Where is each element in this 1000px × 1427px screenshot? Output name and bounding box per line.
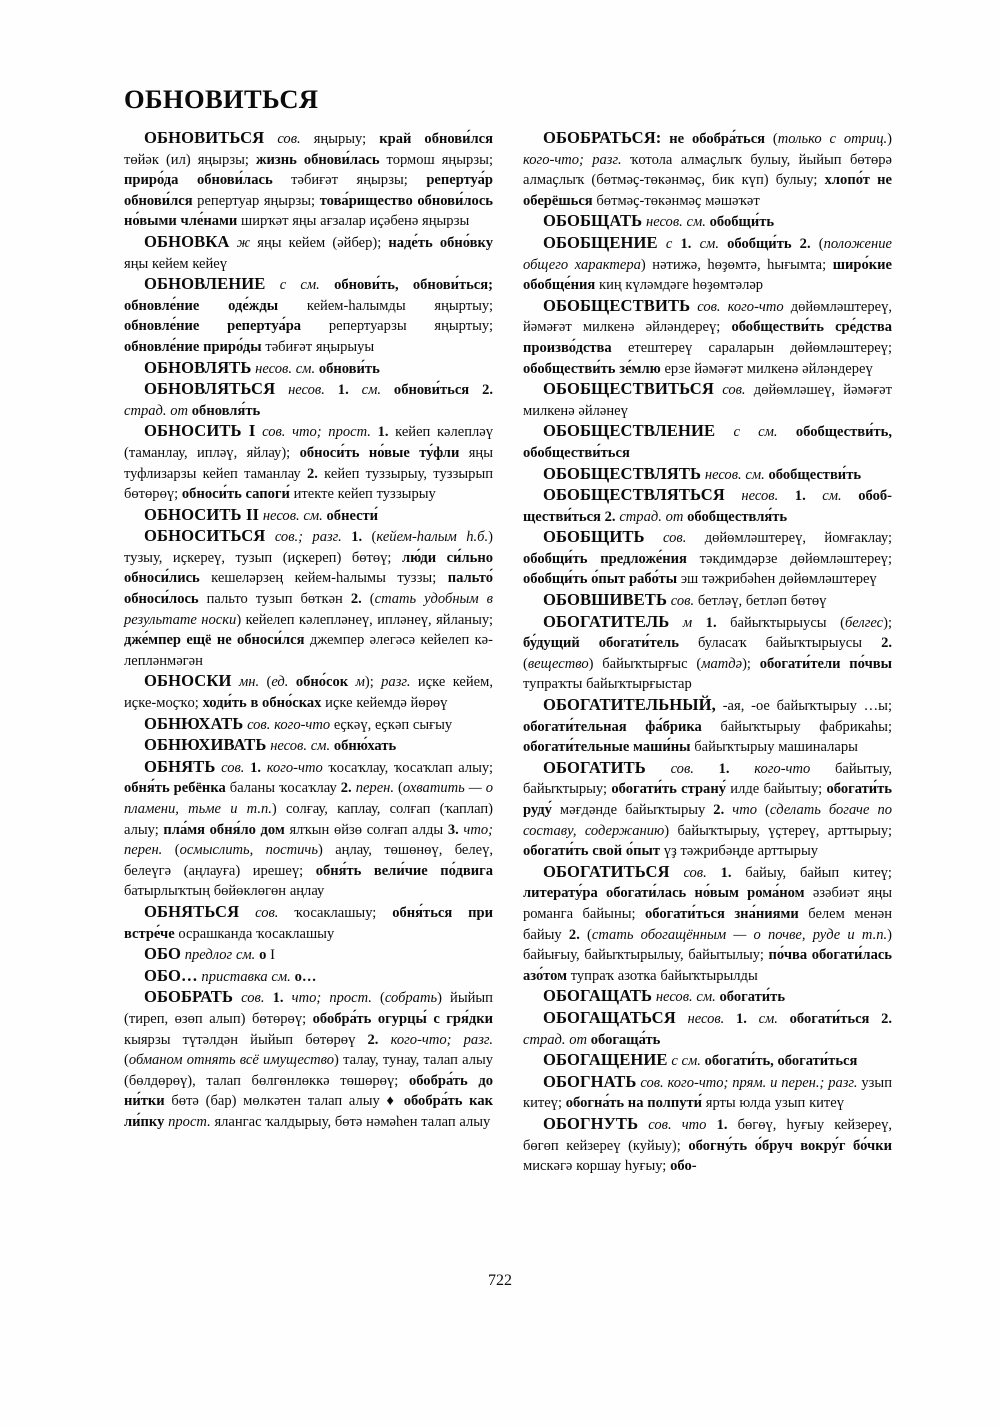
entry-headword: ОБО… — [144, 965, 198, 985]
dictionary-entry — [124, 966, 493, 988]
dictionary-entry — [523, 296, 892, 379]
entry-headword: ОБОБРАТЬСЯ: — [543, 128, 662, 147]
entry-headword: ОБОВШИВЕТЬ — [543, 590, 668, 610]
dictionary-entry — [523, 421, 892, 463]
dictionary-entry — [124, 232, 493, 274]
dictionary-entry — [124, 526, 493, 671]
dictionary-entry — [124, 421, 493, 504]
running-head: ОБНОВИТЬСЯ — [124, 84, 319, 114]
entry-body: сов. ҡосаклашыу; обня́ться при встре́че осрашканда ҡосаклашыу — [124, 904, 493, 942]
entry-body: сов. 1. кого-что ҡосаҡлау, ҡосаҡлап алыу; обня́ть ребёнка баланы ҡосаҡлау 2. перен. (охватить — о пламени, тьме и т.п.) солғау, каплау, солғап (ҡаплап) алыу; пла́мя обня́ло дом ялҡын өйзө солғап алды 3. что; перен. (осмыслить, постичь) аңлау, төшөнөү, белеү, белеүгә (аңлауға) ирешеү; обня́ть вели́чие по́двига батырлыҡтың бөйөклөгөн аңлау — [124, 759, 493, 900]
entry-headword: ОБНОВИТЬСЯ — [144, 128, 265, 147]
entry-headword: ОБОГАЩЕНИЕ — [543, 1050, 668, 1070]
dictionary-entry — [523, 128, 892, 211]
idiom-marker-icon: ♦ — [386, 1093, 397, 1110]
entry-headword: ОБОБЩИТЬ — [543, 527, 645, 547]
entry-body: несов. см. обобщи́ть — [645, 214, 775, 231]
dictionary-entry — [523, 379, 892, 421]
entry-headword: ОБНОСКИ — [144, 671, 232, 691]
entry-headword: ОБНЯТЬ — [144, 756, 216, 776]
dictionary-entry — [124, 128, 493, 232]
dictionary-entry — [124, 987, 493, 1132]
entry-body: сов.; разг. 1. (кейем-һалым һ.б.) тузыу, иҫкереү, тузып (иҫкереп) бөтөү; лю́ди си́льно обноси́лись кешеләрзең кейем-һалымы туззы; пальто́ обноси́лось пальто тузып бөткән 2. (стать удобным в результате носки) кейелеп кәлепләнеү, ипләнеү, яйланыу; дже́мпер ещё не обноси́лся джемпер әлегәсә кейелеп кәлепләнмәгән — [124, 529, 493, 669]
right-column — [523, 128, 892, 1177]
dictionary-entry — [124, 274, 493, 357]
entry-body: несов. 1. см. обогати́ться 2. страд. от обогаща́ть — [523, 1010, 892, 1048]
entry-headword: ОБОГНАТЬ — [543, 1071, 637, 1091]
entry-headword: ОБОГАТИТЬ — [543, 757, 646, 777]
dictionary-entry — [523, 1114, 892, 1177]
entry-headword: ОБНОСИТЬ II — [144, 504, 260, 524]
entry-headword: ОБОБЩЕСТВИТЬСЯ — [543, 379, 714, 399]
entry-headword: ОБОГАТИТЕЛЬ — [543, 611, 670, 631]
two-column-body — [124, 128, 892, 1177]
entry-body: несов. см. обню́хать — [270, 738, 397, 755]
entry-headword: ОБНЮХАТЬ — [144, 713, 244, 733]
entry-headword: ОБНОСИТЬСЯ — [144, 526, 266, 546]
entry-headword: ОБОБЩАТЬ — [543, 211, 643, 231]
dictionary-entry — [523, 1072, 892, 1114]
entry-body: несов. 1. см. обнови́ться 2. страд. от обновля́ть — [124, 382, 493, 419]
entry-body: несов. см. обнови́ть — [255, 360, 380, 377]
dictionary-entry — [523, 233, 892, 296]
entry-headword: ОБОГАТИТЕЛЬНЫЙ, — [543, 695, 716, 715]
entry-body: несов. см. обобществи́ть — [704, 466, 862, 483]
entry-headword: ОБОБЩЕСТВЛЕНИЕ — [543, 421, 716, 441]
entry-body: сов. что; прост. 1. кейеп кәлепләү (таманлау, ипләү, яйлау); обноси́ть но́вые ту́фли яңы туфлизарзы кейеп таманлау 2. кейеп туззырыу, туззырып бөтөрөү; обноси́ть сапоги́ итекте кейеп туззырыу — [124, 424, 493, 503]
entry-headword: ОБОБЩЕСТВЛЯТЬСЯ — [543, 485, 725, 505]
entry-body: предлог см. о I — [184, 947, 275, 964]
entry-body: сов. дөйөмләштереү, йомғаклау; обобщи́ть предложе́ния тәкдимдәрзе дөйөмләштереү; обобщи́ть о́пыт рабо́ты эш тәжрибәһен дөйөмләштереү — [523, 530, 892, 588]
entry-body: сов. 1. кого-что байытыу, байыҡтырыу; обогати́ть страну́ илде байытыу; обогати́ть руду́ мәғдәнде байыҡтырыу 2. что (сделать богаче по составу, содержанию) байыҡтырыу, үҫтереү, арттырыу; обогати́ть свой о́пыт үҙ тәжрибәңде арттырыу — [523, 760, 893, 860]
entry-body: несов. см. обнести́ — [262, 507, 379, 524]
left-column — [124, 128, 493, 1177]
entry-body: несов. см. обогати́ть — [655, 989, 786, 1006]
dictionary-entry — [523, 695, 892, 758]
entry-body: сов. 1. байыу, байып китеү; литерату́ра обогати́лась но́вым рома́ном әзәбиәт яңы романга байыны; обогати́ться зна́ниями белем менән байыу 2. (стать обогащённым — о почве, руде и т.п.) байығыу, байыҡтырылыу, байытылыу; по́чва обогати́лась азо́том тупраҡ азотка байыҡтырылды — [523, 864, 893, 984]
entry-headword: ОБНОВКА — [144, 231, 230, 251]
entry-body: м 1. байыҡтырыусы (белгес); бу́дущий обогати́тель буласаҡ байыҡтырыусы 2. (вещество) байыҡтырғыс (матдә); обогати́тели по́чвы тупраҡты байыҡтырғыстар — [523, 614, 892, 693]
entry-headword: ОБНОСИТЬ I — [144, 421, 256, 441]
entry-body: с см. обобществи́ть, обобществи́ться — [523, 424, 892, 461]
entry-body: сов. кого-что; прям. и перен.; разг. узып китеү; обогна́ть на полпути́ ярты юлда узып китеү — [523, 1074, 892, 1112]
entry-body: сов. бетләү, бетләп бөтөү — [670, 593, 827, 610]
entry-body: сов. дөйөмләшеү, йәмәғәт милкенә әйләнеү — [523, 382, 892, 419]
entry-body: приставка см. о… — [201, 968, 317, 985]
dictionary-entry — [124, 735, 493, 757]
dictionary-entry — [523, 612, 892, 695]
entry-headword: ОБНОВЛЯТЬ — [144, 357, 252, 377]
entry-body: сов. что 1. бөгөү, һуғыу кейзереү, бөгөп кейзереү (куйыу); обогну́ть о́бруч вокру́г бо́чки мискәгә коршау һуғыу; обо- — [523, 1116, 893, 1175]
entry-headword: ОБНЮХИВАТЬ — [144, 735, 267, 755]
dictionary-entry — [124, 671, 493, 713]
entry-body: сов. 1. что; прост. (собрать) йыйып (тиреп, өзөп алып) бөтөрөү; обобра́ть огурцы́ с гря́дки кыярзы түтәлдән йыйып бөтөрөү 2. кого-что; разг. (обманом отнять всё имущество) талау, тунау, талап алыу (бөлдөрөү), талап бөлгөнлөккә төшөрөү; обобра́ть до ни́тки бөтә (бар) мөлкәтен талап алыу ♦ обобра́ть как ли́пку прост. ялангас ҡалдырыу, бөтә нәмәһен талап алыу — [124, 990, 493, 1130]
dictionary-entry — [124, 757, 493, 902]
dictionary-entry — [523, 485, 892, 527]
entry-body: ж яңы кейем (әйбер); наде́ть обно́вку яңы кейем кейеү — [124, 234, 493, 272]
entry-headword: ОБОГАЩАТЬ — [543, 986, 653, 1006]
entry-headword: ОБОБРАТЬ — [144, 987, 234, 1007]
entry-body: с см. обнови́ть, обнови́ться; обновле́ние оде́жды кейем-һалымды яңыртыу; обновле́ние репертуа́ра репертуарзы яңыртыу; обновле́ние приро́ды тәбиғәт яңырыуы — [124, 277, 493, 355]
dictionary-entry — [124, 505, 493, 527]
entry-headword: ОБНОВЛЯТЬСЯ — [144, 379, 276, 399]
entry-headword: ОБОГАЩАТЬСЯ — [543, 1007, 676, 1027]
entry-headword: ОБНЯТЬСЯ — [144, 901, 240, 921]
entry-headword: ОБОГАТИТЬСЯ — [543, 861, 670, 881]
entry-body: не обобра́ться (только с отриц.) кого-что; разг. ҡотола алмаҫлыҡ булыу, йыйып бөтөрә алмаҫлыҡ (бөтмәҫ-төкәнмәҫ, бик күп) булыу; хлопо́т не оберёшься бөтмәҫ-төкәнмәҫ мәшәҡәт — [523, 131, 892, 209]
dictionary-entry — [523, 590, 892, 612]
dictionary-entry — [523, 464, 892, 486]
page-number: 722 — [488, 1272, 512, 1289]
dictionary-entry — [124, 379, 493, 421]
dictionary-entry — [523, 1008, 892, 1050]
entry-headword: ОБОБЩЕНИЕ — [543, 232, 658, 252]
entry-body: -ая, -ое байыҡтырыу …ы; обогати́тельная фа́брика байыҡтырыу фабрикаһы; обогати́тельные маши́ны байыҡтырыу машиналары — [523, 698, 892, 756]
entry-headword: ОБНОВЛЕНИЕ — [144, 274, 266, 294]
dictionary-entry — [523, 211, 892, 233]
entry-headword: ОБОГНУТЬ — [543, 1113, 639, 1133]
dictionary-entry — [523, 862, 892, 987]
entry-headword: ОБОБЩЕСТВЛЯТЬ — [543, 463, 702, 483]
entry-headword: ОБО — [144, 944, 181, 964]
dictionary-entry — [523, 1050, 892, 1072]
entry-headword: ОБОБЩЕСТВИТЬ — [543, 295, 691, 315]
entry-body: сов. кого-что еҫкәү, еҫкәп сығыу — [247, 716, 453, 733]
dictionary-entry — [124, 944, 493, 966]
entry-body: мн. (ед. обно́сок м); разг. иҫке кейем, иҫке-моҫҡо; ходи́ть в обно́сках иҫке кейемдә йөрөү — [124, 674, 493, 712]
entry-body: с см. обогати́ть, обогати́ться — [671, 1053, 858, 1070]
dictionary-entry — [523, 527, 892, 590]
dictionary-entry — [124, 714, 493, 736]
dictionary-entry — [523, 758, 892, 862]
dictionary-entry — [124, 358, 493, 380]
entry-body: сов. яңырыу; край обнови́лся төйәк (ил) яңырзы; жизнь обнови́лась тормош яңырзы; приро́да обнови́лась тәбиғәт яңырзы; репертуа́р обнови́лся репертуар яңырзы; това́рищество обнови́лось но́выми чле́нами ширҡәт яңы ағзалар иҫәбенә яңырзы — [124, 131, 493, 230]
dictionary-entry — [523, 986, 892, 1008]
entry-body: несов. 1. см. обобществи́ться 2. страд. от обобществля́ть — [523, 488, 892, 525]
dictionary-entry — [124, 902, 493, 944]
entry-body: с 1. см. обобщи́ть 2. (положение общего характера) нәтижә, һөҙөмтә, һығымта; широ́кие обобще́ния киң күләмдәге һөҙөмтәләр — [523, 235, 892, 294]
entry-body: сов. кого-что дөйөмләштереү, йәмәғәт милкенә әйләндереү; обобществи́ть сре́дства произво́дства етештереү сараларын дөйөмләштереү; обобществи́ть зе́млю ерзе йәмәғәт милкенә әйләндереү — [523, 298, 893, 377]
